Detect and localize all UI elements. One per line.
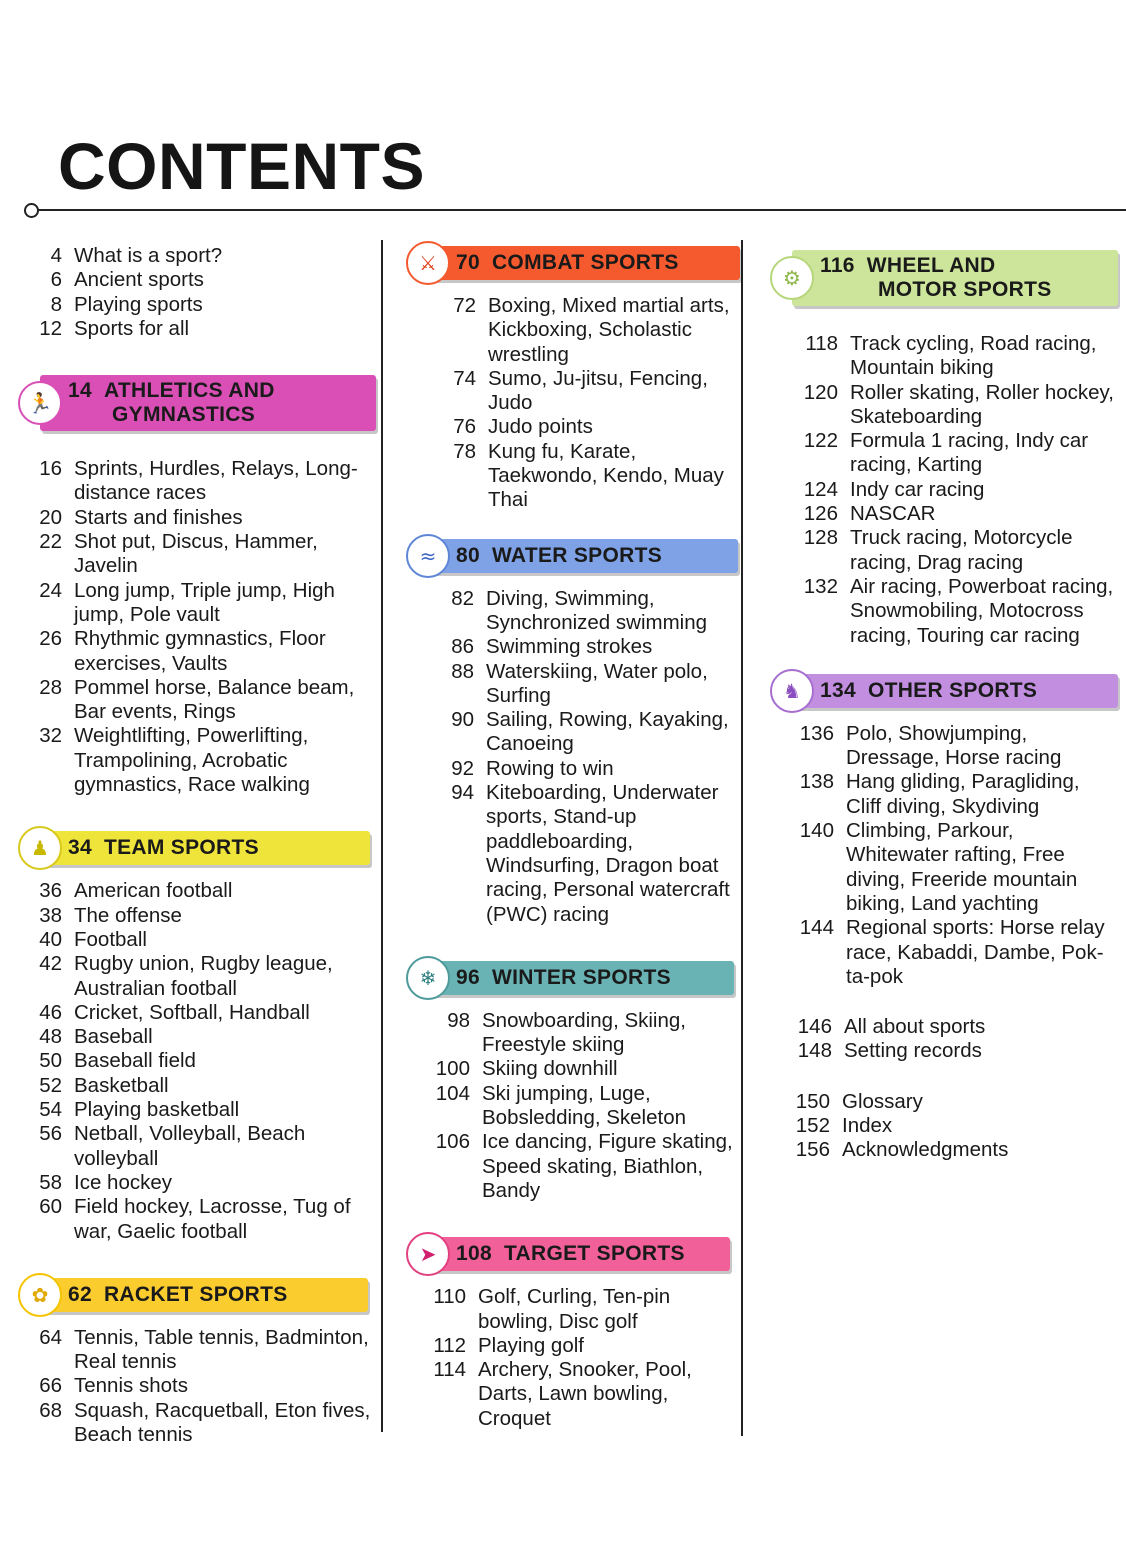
list-item[interactable]: 100 Skiing downhill: [435, 1057, 618, 1081]
title-rule: [38, 209, 1126, 211]
list-item[interactable]: 78 Kung fu, Karate, Taekwondo, Kendo, Muay Thai: [453, 439, 724, 512]
list-item[interactable]: 58 Ice hockey: [39, 1170, 172, 1194]
section-header-target[interactable]: ➤ 108 TARGET SPORTS: [428, 1237, 730, 1271]
list-item[interactable]: 110 Golf, Curling, Ten-pin bowling, Disc golf: [433, 1285, 671, 1333]
winter-list: [404, 1009, 740, 1203]
skier-icon: ❄: [406, 956, 450, 1000]
intro-list: [16, 244, 376, 341]
list-item[interactable]: 82 Diving, Swimming, Synchronized swimming: [451, 586, 708, 634]
list-item[interactable]: 86 Swimming strokes: [451, 635, 653, 659]
martial-artist-icon: ⚔: [406, 241, 450, 285]
list-item[interactable]: 48 Baseball: [39, 1025, 153, 1049]
list-item[interactable]: 68 Squash, Racquetball, Eton fives, Beach tennis: [39, 1398, 371, 1446]
list-item[interactable]: 136 Polo, Showjumping, Dressage, Horse racing: [799, 721, 1062, 770]
athletics-list: [16, 457, 376, 797]
section-header-winter[interactable]: ❄ 96 WINTER SPORTS: [428, 961, 734, 995]
list-item[interactable]: 144 Regional sports: Horse relay race, Kabaddi, Dambe, Pok-ta-pok: [799, 916, 1105, 988]
list-item[interactable]: 152 Index: [795, 1114, 893, 1138]
back-matter-list: [768, 1090, 1120, 1163]
list-item[interactable]: 120 Roller skating, Roller hockey, Skateboarding: [803, 380, 1114, 428]
list-item[interactable]: 72 Boxing, Mixed martial arts, Kickboxing, Scholastic wrestling: [453, 294, 730, 366]
list-item[interactable]: 148 Setting records: [797, 1039, 982, 1063]
list-item[interactable]: 32 Weightlifting, Powerlifting, Trampolining, Acrobatic gymnastics, Race walking: [39, 724, 310, 797]
team-players-icon: ♟: [18, 826, 62, 870]
horse-rider-icon: ♞: [770, 669, 814, 713]
list-item[interactable]: 112 Playing golf: [433, 1333, 584, 1357]
list-item[interactable]: 76 Judo points: [453, 415, 593, 439]
list-item[interactable]: 74 Sumo, Ju-jitsu, Fencing, Judo: [453, 366, 708, 415]
column-divider-2: [741, 240, 743, 1436]
list-item[interactable]: 40 Football: [39, 927, 147, 951]
list-item[interactable]: 20 Starts and finishes: [39, 505, 243, 529]
racket-list: [16, 1326, 376, 1447]
target-list: [404, 1285, 740, 1431]
list-item[interactable]: 104 Ski jumping, Luge, Bobsledding, Skeleton: [435, 1081, 687, 1130]
section-header-combat[interactable]: ⚔ 70 COMBAT SPORTS: [428, 246, 740, 280]
list-item[interactable]: 146 All about sports: [797, 1015, 986, 1039]
section-header-water[interactable]: ≈ 80 WATER SPORTS: [428, 539, 738, 573]
section-header-wheel[interactable]: ⚙ 116 WHEEL AND MOTOR SPORTS: [792, 250, 1118, 306]
list-item[interactable]: 126 NASCAR: [803, 502, 936, 526]
title-rule-dot: [24, 203, 39, 218]
column-2: [404, 246, 740, 1431]
column-1: [16, 244, 376, 1447]
wheel-list: [768, 332, 1120, 648]
list-item[interactable]: 128 Truck racing, Motorcycle racing, Drag racing: [803, 526, 1073, 574]
list-item[interactable]: 38 The offense: [39, 903, 182, 927]
list-item[interactable]: 64 Tennis, Table tennis, Badminton, Real tennis: [39, 1325, 369, 1374]
list-item[interactable]: 118 Track cycling, Road racing, Mountain biking: [805, 332, 1097, 380]
other-list: [768, 722, 1120, 989]
list-item[interactable]: 22 Shot put, Discus, Hammer, Javelin: [39, 530, 318, 578]
list-item[interactable]: 98 Snowboarding, Skiing, Freestyle skiing: [447, 1008, 686, 1057]
list-item[interactable]: 132 Air racing, Powerboat racing, Snowmobiling, Motocross racing, Touring car racing: [803, 574, 1114, 647]
list-item[interactable]: 150 Glossary: [795, 1089, 923, 1113]
list-item[interactable]: 8 Playing sports: [50, 292, 203, 316]
list-item[interactable]: 94 Kiteboarding, Underwater sports, Stand-up paddleboarding, Windsurfing, Dragon boat racing, Personal watercraft (PWC) racing: [451, 781, 730, 926]
list-item[interactable]: 66 Tennis shots: [39, 1374, 188, 1398]
page-title: CONTENTS: [58, 129, 425, 203]
list-item[interactable]: 56 Netball, Volleyball, Beach volleyball: [39, 1122, 306, 1170]
swimmer-icon: ≈: [406, 534, 450, 578]
list-item[interactable]: 60 Field hockey, Lacrosse, Tug of war, Gaelic football: [39, 1195, 351, 1243]
list-item[interactable]: 92 Rowing to win: [451, 756, 614, 780]
list-item[interactable]: 16 Sprints, Hurdles, Relays, Long-distance races: [39, 457, 358, 505]
list-item[interactable]: 42 Rugby union, Rugby league, Australian football: [39, 952, 333, 1000]
cyclist-icon: ⚙: [770, 256, 814, 300]
list-item[interactable]: 46 Cricket, Softball, Handball: [39, 1000, 310, 1024]
list-item[interactable]: 36 American football: [39, 879, 233, 903]
list-item[interactable]: 124 Indy car racing: [803, 477, 985, 501]
section-header-athletics[interactable]: 🏃 14 ATHLETICS AND GYMNASTICS: [40, 375, 376, 431]
list-item[interactable]: 50 Baseball field: [39, 1049, 196, 1073]
list-item[interactable]: 106 Ice dancing, Figure skating, Speed skating, Biathlon, Bandy: [435, 1130, 733, 1202]
list-item[interactable]: 122 Formula 1 racing, Indy car racing, Karting: [803, 429, 1089, 477]
list-item[interactable]: 26 Rhythmic gymnastics, Floor exercises, Vaults: [39, 627, 326, 675]
list-item[interactable]: 52 Basketball: [39, 1073, 169, 1097]
section-header-other[interactable]: ♞ 134 OTHER SPORTS: [792, 674, 1118, 708]
shuttlecock-icon: ✿: [18, 1273, 62, 1317]
list-item[interactable]: 114 Archery, Snooker, Pool, Darts, Lawn bowling, Croquet: [433, 1358, 692, 1430]
combat-list: [404, 294, 740, 513]
list-item[interactable]: 24 Long jump, Triple jump, High jump, Pole vault: [39, 578, 335, 626]
list-item[interactable]: 140 Climbing, Parkour, Whitewater rafting, Free diving, Freeride mountain biking, Land yachting: [799, 819, 1078, 915]
runner-icon: 🏃: [18, 381, 62, 425]
column-3: [768, 250, 1120, 1163]
column-divider-1: [381, 240, 383, 1432]
extras-list: [768, 1015, 1120, 1064]
list-item[interactable]: 156 Acknowledgments: [795, 1138, 1009, 1162]
section-header-racket[interactable]: ✿ 62 RACKET SPORTS: [40, 1278, 368, 1312]
list-item[interactable]: 4 What is a sport?: [50, 244, 223, 267]
section-header-team[interactable]: ♟ 34 TEAM SPORTS: [40, 831, 370, 865]
list-item[interactable]: 90 Sailing, Rowing, Kayaking, Canoeing: [451, 708, 729, 756]
list-item[interactable]: 88 Waterskiing, Water polo, Surfing: [451, 659, 708, 707]
team-list: [16, 879, 376, 1243]
list-item[interactable]: 28 Pommel horse, Balance beam, Bar events, Rings: [39, 675, 355, 724]
archer-icon: ➤: [406, 1232, 450, 1276]
list-item[interactable]: 12 Sports for all: [39, 316, 190, 340]
list-item[interactable]: 6 Ancient sports: [50, 268, 204, 292]
water-list: [404, 587, 740, 927]
list-item[interactable]: 54 Playing basketball: [39, 1098, 240, 1122]
list-item[interactable]: 138 Hang gliding, Paragliding, Cliff diving, Skydiving: [799, 770, 1080, 818]
